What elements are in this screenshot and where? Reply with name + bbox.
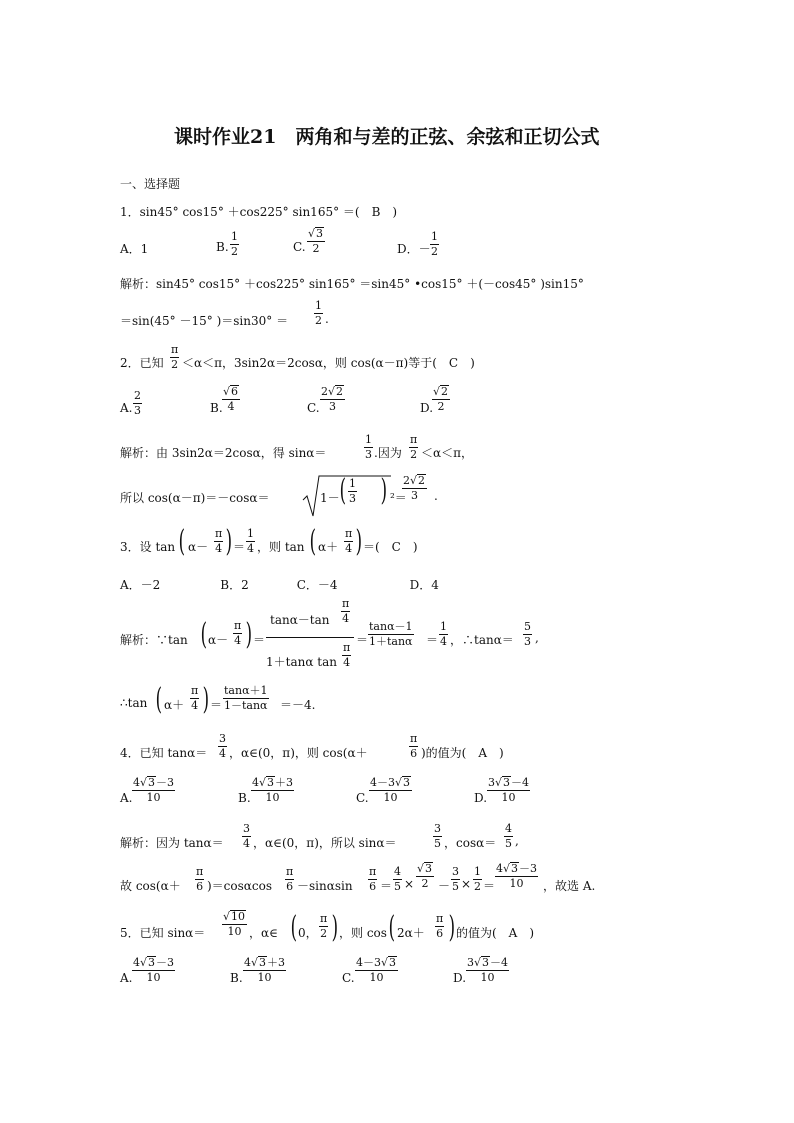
text: 1－	[320, 491, 340, 505]
big-fraction-numerator: tanα－tan	[270, 613, 330, 627]
fraction: π 4	[234, 619, 242, 647]
question-2-stem-rest: ＜α＜π，3sin2α＝2cosα，则 cos(α－π)等于( C )	[182, 356, 475, 370]
option-c-label: C.	[342, 971, 355, 985]
question-4-stem-start: 4．已知 tanα＝	[120, 746, 208, 760]
fraction: 4 5	[505, 822, 512, 850]
solution-3-line-1: 解析：∵tan	[120, 633, 188, 647]
fraction: π 4	[345, 527, 353, 555]
solution-4-line-1: 解析：因为 tanα＝	[120, 836, 224, 850]
option-a-label: A.	[120, 971, 133, 985]
solution-1-line-2: ＝sin(45° －15° )＝sin30° ＝	[120, 314, 289, 328]
fraction: 1 2	[315, 299, 322, 327]
left-paren: (	[290, 910, 298, 945]
text: ,	[515, 834, 519, 848]
fraction: 3 4	[243, 822, 250, 850]
text: .因为	[374, 446, 402, 460]
fraction: tanα－1 1＋tanα	[369, 620, 413, 648]
period: .	[434, 489, 438, 503]
fraction: 3 4	[219, 732, 226, 760]
fraction: 4√3＋3 10	[244, 956, 286, 985]
fraction: 4 5	[394, 865, 401, 893]
text: α＋	[318, 540, 339, 554]
text: ，α∈(0，π)，所以 sinα＝	[253, 836, 397, 850]
question-3-options: A．－2 B．2 C．－4 D．4	[120, 578, 439, 592]
text: ，∴tanα＝	[450, 633, 514, 647]
fraction: 2√2 3	[321, 385, 344, 414]
fraction: 3 5	[452, 865, 459, 893]
option-b-label: B.	[210, 401, 223, 415]
fraction: 4－3√3 10	[370, 776, 411, 805]
solution-4-line-2: 故 cos(α＋	[120, 879, 181, 893]
fraction: π 4	[191, 684, 199, 712]
fraction: 1 4	[247, 527, 254, 555]
fraction: π 2	[410, 433, 418, 461]
text: 2α＋	[397, 926, 425, 940]
fraction: 4－3√3 10	[356, 956, 397, 985]
text: ，故选 A.	[543, 879, 596, 893]
right-paren: )	[448, 910, 456, 945]
fraction: 1 2	[231, 230, 238, 258]
big-fraction-denominator: 1＋tanα tan	[266, 655, 337, 669]
fraction: 1 3	[349, 477, 356, 505]
option-d-label: D.	[474, 791, 488, 805]
fraction: 5 3	[524, 620, 531, 648]
fraction: π 2	[171, 343, 179, 371]
right-paren: )	[225, 524, 233, 559]
period: .	[325, 312, 329, 326]
fraction: 1 2	[474, 865, 481, 893]
fraction: √6 4	[223, 385, 239, 414]
fraction: 1 4	[440, 620, 447, 648]
text: ，则 cos	[339, 926, 387, 940]
fraction: 3√3－4 10	[467, 956, 509, 985]
right-paren: )	[380, 473, 388, 508]
option-a-label: A.	[120, 791, 133, 805]
left-paren: (	[309, 524, 317, 559]
fraction: 4√3－3 10	[133, 776, 175, 805]
text: 的值为( A )	[456, 926, 535, 940]
fraction: √3 2	[417, 862, 433, 891]
text: ×	[461, 877, 472, 891]
fraction: π 4	[343, 641, 351, 669]
solution-1-line-1: 解析：sin45° cos15° ＋cos225° sin165° ＝sin45° •cos15° ＋(－cos45° )sin15°	[120, 277, 584, 291]
right-paren: )	[355, 524, 363, 559]
solution-3-line-2: ∴tan	[120, 696, 148, 710]
fraction: π 2	[320, 912, 328, 940]
option-c-label: C.	[307, 401, 320, 415]
right-paren: )	[202, 682, 210, 717]
text: ,	[535, 631, 539, 645]
option-b-label: B.	[216, 240, 229, 254]
option-b-label: B.	[238, 791, 251, 805]
text: ＜α＜π，	[421, 446, 473, 460]
text: ＝	[426, 633, 439, 647]
fraction: 1 3	[365, 433, 372, 461]
text: ×	[404, 877, 415, 891]
text: ＝	[380, 879, 393, 893]
text: ＝	[356, 633, 369, 647]
fraction: √3 2	[308, 227, 324, 256]
right-paren: )	[331, 910, 339, 945]
fraction: π 6	[410, 732, 418, 760]
fraction: π 6	[369, 865, 377, 893]
fraction: 2√2 3	[403, 474, 426, 503]
text: 0，	[298, 926, 318, 940]
fraction-bar	[266, 637, 354, 638]
text: )的值为( A )	[421, 746, 504, 760]
text: －sinαsin	[297, 879, 353, 893]
question-1-stem: 1．sin45° cos15° ＋cos225° sin165° ＝( B )	[120, 205, 398, 219]
fraction: π 4	[215, 527, 223, 555]
text: －	[438, 879, 451, 893]
text: α－	[188, 540, 209, 554]
left-paren: (	[339, 473, 347, 508]
fraction: π 6	[196, 865, 204, 893]
section-heading: 一、选择题	[120, 177, 181, 191]
fraction: 4√3－3 10	[496, 862, 538, 891]
option-c-label: C.	[293, 240, 306, 254]
question-2-stem-start: 2．已知	[120, 356, 164, 370]
fraction: √2 2	[433, 385, 449, 414]
fraction: π 6	[436, 912, 444, 940]
text: ，α∈	[249, 926, 278, 940]
option-d-label: D.	[453, 971, 467, 985]
fraction: 2 3	[134, 389, 141, 417]
text: ，则 tan	[257, 540, 305, 554]
text: ＝－4.	[280, 698, 316, 712]
option-d-label: D．－	[397, 242, 431, 256]
left-paren: (	[155, 682, 163, 717]
option-c-label: C.	[356, 791, 369, 805]
option-b-label: B.	[230, 971, 243, 985]
left-paren: (	[178, 524, 186, 559]
question-3-stem-start: 3．设 tan	[120, 540, 176, 554]
text: ＝( C )	[363, 540, 418, 554]
text: ²＝	[390, 491, 407, 505]
text: ＝	[233, 540, 246, 554]
page-title: 课时作业21 两角和与差的正弦、余弦和正切公式	[174, 126, 600, 148]
fraction: 1 2	[431, 230, 438, 258]
option-a-label: A.	[120, 401, 133, 415]
fraction: 3 5	[434, 822, 441, 850]
text: ＝	[253, 633, 266, 647]
fraction: 4√3＋3 10	[252, 776, 294, 805]
text: ，cosα＝	[444, 836, 497, 850]
left-paren: (	[388, 910, 396, 945]
fraction: 4√3－3 10	[133, 956, 175, 985]
fraction: 3√3－4 10	[488, 776, 530, 805]
text: α－	[208, 633, 229, 647]
text: ＝	[483, 879, 496, 893]
option-a: A．1	[120, 242, 149, 256]
fraction: tanα＋1 1－tanα	[224, 684, 268, 712]
text: ＝	[210, 698, 223, 712]
fraction: π 6	[286, 865, 294, 893]
left-paren: (	[200, 617, 208, 652]
right-paren: )	[245, 617, 253, 652]
question-5-stem-start: 5．已知 sinα＝	[120, 926, 206, 940]
text: α＋	[164, 698, 185, 712]
solution-2-line-1: 解析：由 3sin2α＝2cosα，得 sinα＝	[120, 446, 327, 460]
text: ，α∈(0，π)，则 cos(α＋	[229, 746, 368, 760]
solution-2-line-2: 所以 cos(α－π)＝－cosα＝	[120, 491, 270, 505]
fraction: √10 10	[223, 910, 246, 939]
text: )＝cosαcos	[207, 879, 272, 893]
option-d-label: D.	[420, 401, 434, 415]
fraction: π 4	[342, 597, 350, 625]
